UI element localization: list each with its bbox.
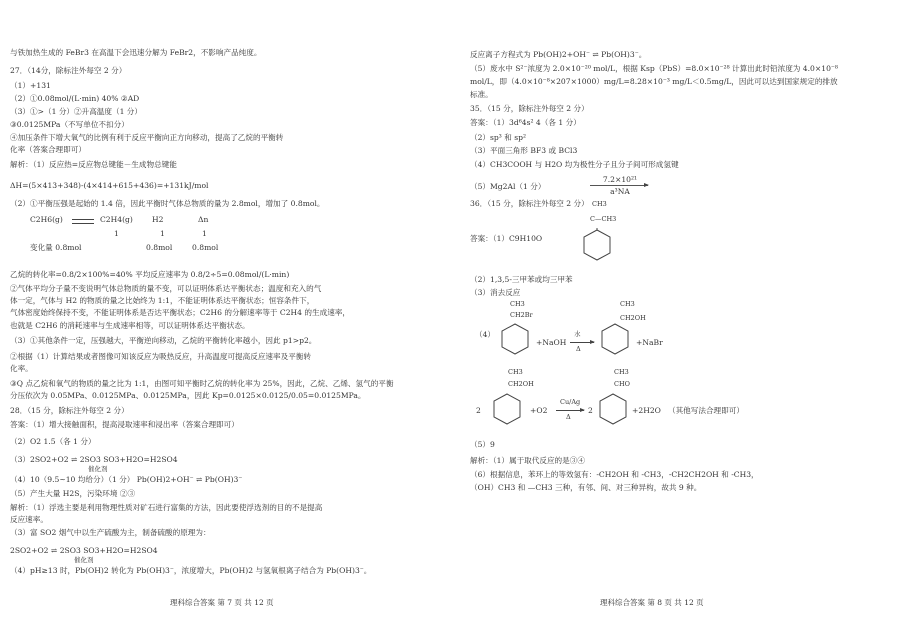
text-line: （5）Mg2Al（1 分） — [470, 182, 546, 191]
text-line: （5）9 — [470, 440, 495, 449]
text-line: mol/L，即（4.0×10⁻⁸×207×1000）mg/L=8.28×10⁻³ mg/L＜0.5mg/L，因此可以达到国家规定的排放 — [470, 77, 838, 86]
reaction-arrow — [556, 410, 584, 411]
benzene-ring — [600, 322, 630, 356]
c-ch3-label: C—CH3 — [590, 215, 617, 223]
coef: 1 — [202, 229, 207, 238]
text-line: 反应离子方程式为 Pb(OH)2+OH⁻ ⇌ Pb(OH)3⁻。 — [470, 50, 647, 59]
text-line: （6）根据信息，苯环上的等效氢有：-CH2OH 和 -CH3，-CH2CH2OH 和 -CH3， — [470, 470, 759, 479]
text-line: （4）10（9.5~10 均给分）（1 分） Pb(OH)2+OH⁻ ⇌ Pb(OH)3⁻ — [10, 475, 243, 484]
catalyst-cu-ag: Cu/Ag — [560, 398, 581, 406]
equilibrium-arrow — [72, 219, 94, 224]
question-35-heading: 35．（15 分，除标注外每空 2 分） — [470, 104, 589, 113]
delta-n: Δn — [198, 215, 209, 224]
text-line: （2）1,3,5-三甲苯或均三甲苯 — [470, 275, 573, 284]
species-c2h6: C2H6(g) — [30, 215, 63, 224]
text-line: 解析：（1）浮选主要是利用物理性质对矿石进行富集的方法，因此要使浮选剂的目的不是提高 — [10, 503, 323, 512]
text-line: （2）O2 1.5（各 1 分） — [10, 437, 96, 446]
text-line: ④加压条件下增大氧气的比例有利于反应平衡向正方向移动，提高了乙烷的平衡转 — [10, 133, 284, 142]
question-36-heading: 36．（15 分，除标注外每空 2 分） — [470, 199, 589, 208]
text-line: 标准。 — [470, 90, 493, 99]
reaction-arrow — [570, 342, 594, 343]
ch3-label: CH3 — [592, 200, 607, 208]
change-row: 变化量 0.8mol — [30, 243, 82, 252]
text-line: 答案：（1）C9H10O — [470, 234, 543, 243]
text-line: ③Q 点乙烷和氧气的物质的量之比为 1:1，由图可知平衡时乙烷的转化率为 25%，因此，乙烷、乙烯、氢气的平衡 — [10, 379, 394, 388]
text-line: 答案：（1）增大接触面积，提高浸取速率和浸出率（答案合理即可） — [10, 420, 239, 429]
benzene-ring — [500, 322, 530, 356]
change-value: 0.8mol — [146, 243, 173, 252]
text-line: 答案：（1）3d⁶4s² 4（各 1 分） — [470, 118, 581, 127]
coef: 1 — [114, 229, 119, 238]
condition-water: 水 — [574, 330, 581, 338]
ch2oh-label: CH2OH — [508, 380, 534, 388]
text-line: （3）平面三角形 BF3 或 BCl3 — [470, 146, 578, 155]
text-line: 体一定，气体与 H2 的物质的量之比始终为 1:1，不能证明体系达平衡状态；恒容条件下， — [10, 296, 315, 305]
coef-2: 2 — [588, 406, 593, 415]
text-line: （3）①其他条件一定，压强越大，平衡逆向移动，乙烷的平衡转化率越小，因此 p1>p2。 — [10, 336, 317, 345]
ch3-label: CH3 — [620, 300, 635, 308]
text-line: （1）+131 — [10, 81, 51, 90]
coef: 1 — [160, 229, 165, 238]
condition-heat: Δ — [576, 345, 581, 353]
change-value: 0.8mol — [192, 243, 219, 252]
text-line: （3）2SO2+O2 ⇌ 2SO3 SO3+H2O=H2SO4 — [10, 455, 178, 464]
fraction-bar — [590, 185, 648, 186]
condition-heat: Δ — [566, 413, 571, 421]
page-footer-right: 理科综合答案 第 8 页 共 12 页 — [600, 598, 704, 607]
product-nabr: +NaBr — [636, 338, 663, 347]
ch3-label: CH3 — [510, 300, 525, 308]
text-line: （3）①>（1 分）②升高温度（1 分） — [10, 107, 142, 116]
catalyst-label: 催化剂 — [88, 465, 108, 473]
benzene-ring — [492, 392, 522, 426]
species-h2: H2 — [152, 215, 164, 224]
product-h2o: +2H2O — [632, 406, 661, 415]
text-line: 气体密度始终保持不变，不能证明体系是否达平衡状态；C2H6 的分解速率等于 C2H4 的生成速率， — [10, 308, 350, 317]
text-line: （4）pH≥13 时，Pb(OH)2 转化为 Pb(OH)3⁻，浓度增大，Pb(OH)2 与氢氧根离子结合为 Pb(OH)3⁻。 — [10, 566, 372, 575]
text-line: ΔH=(5×413+348)-(4×414+615+436)=+131kJ/mol — [10, 181, 209, 190]
text-line: 化率。 — [10, 364, 33, 373]
text-line: 反应速率。 — [10, 515, 48, 524]
ch3-label: CH3 — [508, 368, 523, 376]
text-line: （3）消去反应 — [470, 288, 521, 297]
benzene-ring — [582, 228, 612, 262]
text-line: 分压依次为 0.05MPa、0.0125MPa、0.0125MPa，因此 Kp=0.0125×0.0125/0.05=0.0125MPa。 — [10, 391, 366, 400]
text-line: 与铁加热生成的 FeBr3 在高温下会迅速分解为 FeBr2，不影响产品纯度。 — [10, 48, 262, 57]
text-line: （2）①0.08mol/(L·min) 40% ②AD — [10, 94, 140, 103]
text-line: ③0.0125MPa（不写单位不扣分） — [10, 120, 129, 129]
text-line: 也就是 C2H6 的消耗速率与生成速率相等，可以证明体系达平衡状态。 — [10, 321, 250, 330]
question-27-heading: 27．（14分，除标注外每空 2 分） — [10, 66, 127, 75]
text-line: 解析：（1）属于取代反应的是③④ — [470, 456, 585, 465]
coef-2: 2 — [476, 406, 481, 415]
text-line: （3）富 SO2 烟气中以生产硫酸为主，制备硫酸的原理为： — [10, 528, 211, 537]
text-line: （2）①平衡压强是起始的 1.4 倍，因此平衡时气体总物质的量为 2.8mol，增加了 0.8mol。 — [10, 199, 325, 208]
cho-label: CHO — [614, 380, 630, 388]
question-28-heading: 28．（15 分，除标注外每空 2 分） — [10, 406, 129, 415]
fraction-denominator: a³NA — [610, 187, 630, 196]
reagent-naoh: +NaOH — [536, 338, 567, 347]
left-page — [10, 0, 450, 600]
fraction-numerator: 7.2×10²¹ — [602, 175, 638, 184]
page-footer-left: 理科综合答案 第 7 页 共 12 页 — [170, 598, 274, 607]
text-line: （2）sp³ 和 sp² — [470, 133, 527, 142]
text-line: ②根据（1）计算结果或者图像可知该反应为吸热反应，升高温度可提高反应速率及平衡转 — [10, 352, 311, 361]
species-c2h4: C2H4(g) — [100, 215, 133, 224]
text-line: （5）废水中 S²⁻浓度为 2.0×10⁻²⁰ mol/L，根据 Ksp（PbS）=8.0×10⁻²⁸ 计算出此时铅浓度为 4.0×10⁻⁸ — [470, 64, 838, 73]
catalyst-label: 催化剂 — [74, 556, 94, 564]
benzene-ring — [598, 392, 628, 426]
text-line: （4）CH3COOH 与 H2O 均为极性分子且分子间可形成氢键 — [470, 160, 679, 169]
text-line: 乙烷的转化率=0.8/2×100%=40% 平均反应速率为 0.8/2÷5=0.08mol/(L·min) — [10, 270, 290, 279]
text-line: 化率（答案合理即可） — [10, 145, 86, 154]
text-line: 2SO2+O2 ⇌ 2SO3 SO3+H2O=H2SO4 — [10, 546, 158, 555]
text-line: （OH）CH3 和 —CH3 三种，有邻、间、对三种异构，故共 9 种。 — [470, 483, 702, 492]
text-line: ②气体平均分子量不变说明气体总物质的量不变，可以证明体系达平衡状态；温度和充入的气 — [10, 284, 322, 293]
reagent-o2: +O2 — [530, 406, 548, 415]
right-page: 反应离子方程式为 Pb(OH)2+OH⁻ ⇌ Pb(OH)3⁻。 （5）废水中 S²⁻浓度为 2.0×10⁻²⁰ mol/L，根据 Ksp（PbS）=8.0×10⁻²⁸ 计算出此时铅浓度为 4.0×10⁻⁸ mol/L，即（4.0×10⁻⁸×207×1000）mg/L=8.28×10⁻³ mg/L＜0.5mg/L，因此可以达到国家规定的排放 标准。 35．（15 分，除标注外每空 2 分） 答案：（1）3d⁶4s² 4（各 1 分） （2）sp³ 和 sp² （3）平面三角形 BF3 或 BCl3 （4）CH3COOH 与 H2O 均为极性分子且分子间可形成氢键 （5）Mg2Al（1 分） 7.2×10²¹ a³NA 36．（15 分，除标注外每空 2 分） CH3 C—CH3 答案：（1）C9H10O （2）1,3,5-三甲苯或均三甲苯 （3）消去反应 （4） CH3 CH2Br +NaOH 水 Δ CH3 CH2OH +NaBr CH3 CH2OH 2 +O2 Cu/Ag Δ 2 CH3 CHO +2H2O （其他写法合理即可） （5）9 解析：（1）属于取代反应的是③④ （6）根据信息，苯环上的等效氢有：-CH2OH 和 -CH3，-CH2CH2OH 和 -CH3， （OH）CH3 和 —CH3 三种，有邻、间、对三种异构，故共 9 种。 — [470, 50, 838, 492]
ch3-label: CH3 — [614, 368, 629, 376]
alt-note: （其他写法合理即可） — [668, 406, 744, 415]
ch2oh-label: CH2OH — [620, 314, 646, 322]
ch2br-label: CH2Br — [510, 311, 533, 319]
text-line: （5）产生大量 H2S，污染环境 ②③ — [10, 489, 136, 498]
text-line: 解析：（1）反应热=反应物总键能－生成物总键能 — [10, 160, 177, 169]
